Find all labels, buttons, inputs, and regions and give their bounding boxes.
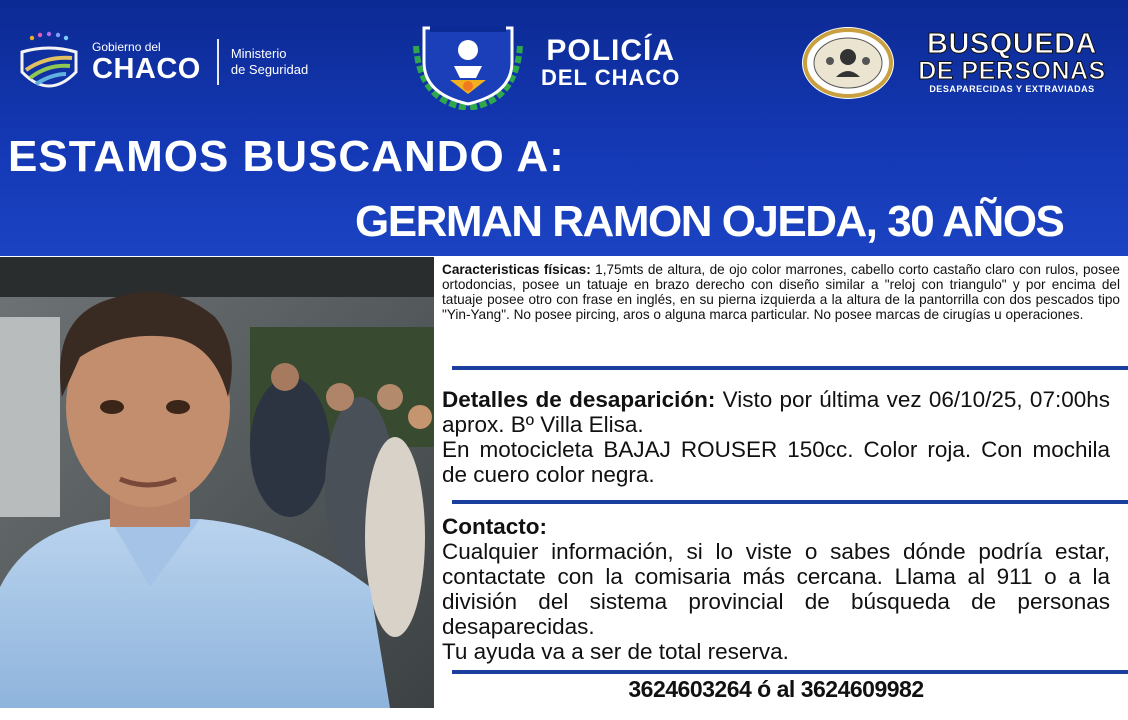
chaco-text: CHACO bbox=[92, 53, 201, 85]
characteristics-label: Caracteristicas físicas: bbox=[442, 262, 591, 277]
busqueda-line2: DE PERSONAS bbox=[918, 57, 1106, 85]
chaco-emblem-icon bbox=[18, 30, 80, 94]
gobierno-small-text: Gobierno del bbox=[92, 40, 161, 54]
contact-label: Contacto: bbox=[442, 514, 547, 539]
poster-title: ESTAMOS BUSCANDO A: bbox=[8, 132, 565, 181]
missing-person-name: GERMAN RAMON OJEDA, 30 AÑOS bbox=[355, 197, 1064, 246]
contact-phone-numbers: 3624603264 ó al 3624609982 bbox=[628, 676, 924, 702]
separator-line bbox=[452, 366, 1128, 370]
ministerio-line1: Ministerio bbox=[230, 46, 287, 61]
disappearance-details bbox=[442, 387, 1110, 487]
ministerio-text bbox=[231, 46, 308, 78]
disappearance-label: Detalles de desaparición: bbox=[442, 387, 716, 412]
missing-person-photo bbox=[0, 257, 434, 708]
separator-line bbox=[452, 670, 1128, 674]
policia-line2: DEL CHACO bbox=[541, 65, 681, 90]
logo-divider bbox=[217, 39, 219, 85]
contact-text: Cualquier información, si lo viste o sabes dónde podría estar, contactate con la comisaria más cercana. Llama al 911 o a la división del sistema provincial de búsqueda de personas desaparecidas. bbox=[442, 539, 1110, 639]
policia-line1: POLICÍA bbox=[546, 34, 676, 67]
header-banner bbox=[0, 0, 1128, 256]
gobierno-chaco-logo bbox=[18, 30, 308, 94]
characteristics-text: 1,75mts de altura, de ojo color marrones, cabello corto castaño claro con rulos, posee ortodoncias, posee un tatuaje en brazo derecho con diseño similar a "reloj con triangulo" y por encima del tatuaje posee otro con frase en inglés, en su pierna izquierda a la altura de la pantorrilla con dos pescados tipo "Yin-Yang". No posee pircing, aros o alguna marca particular. No posee marcas de cirugías u operaciones. bbox=[442, 262, 1120, 322]
contact-section bbox=[442, 514, 1110, 664]
separator-line bbox=[452, 500, 1128, 504]
busqueda-personas-text bbox=[904, 30, 1120, 95]
physical-characteristics bbox=[442, 262, 1120, 322]
photo-illustration bbox=[0, 257, 434, 708]
busqueda-line1: BUSQUEDA bbox=[927, 28, 1097, 60]
gobierno-text bbox=[92, 40, 201, 84]
contact-reserve-text: Tu ayuda va a ser de total reserva. bbox=[442, 639, 789, 664]
policia-chaco-text bbox=[541, 36, 680, 90]
disappearance-text: Visto por última vez 06/10/25, 07:00hs aprox. Bº Villa Elisa. bbox=[442, 387, 1110, 437]
ministerio-line2: de Seguridad bbox=[230, 62, 309, 77]
busqueda-line3: DESAPARECIDAS Y EXTRAVIADAS bbox=[929, 84, 1095, 94]
police-shield-icon bbox=[410, 22, 526, 110]
busqueda-seal-icon bbox=[800, 25, 896, 101]
disappearance-vehicle-text: En motocicleta BAJAJ ROUSER 150cc. Color roja. Con mochila de cuero color negra. bbox=[442, 437, 1110, 487]
